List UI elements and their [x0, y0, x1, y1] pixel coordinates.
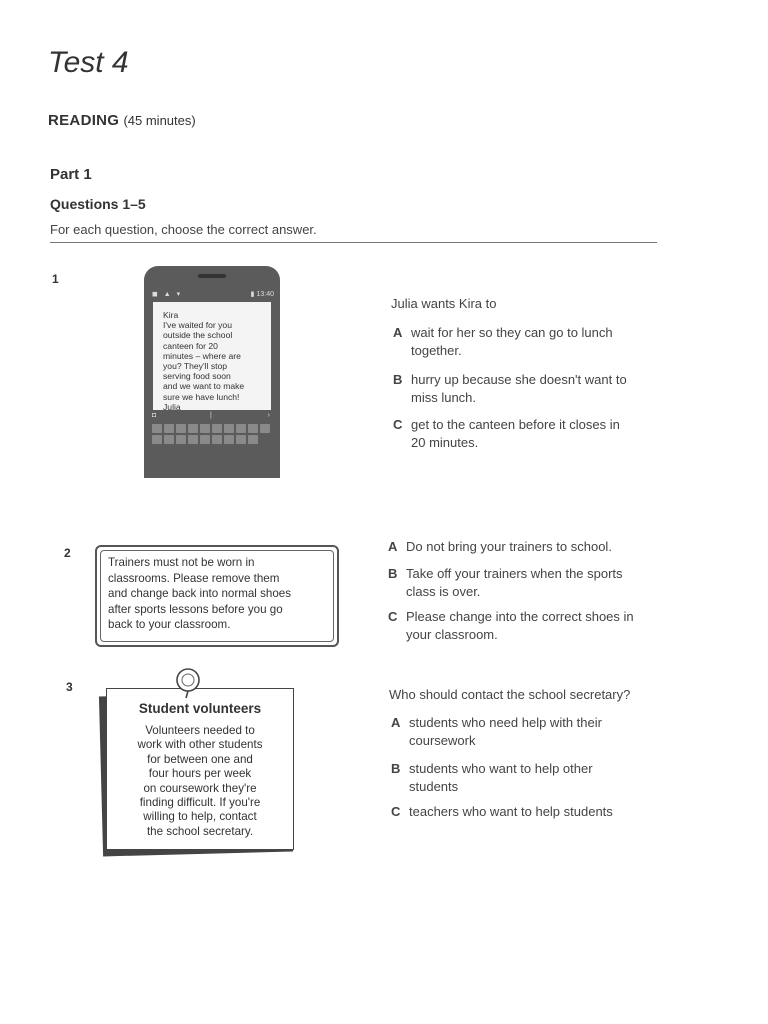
pushpin-icon: [172, 666, 206, 700]
keyboard-row: [152, 424, 274, 433]
message-line: outside the school: [163, 330, 233, 341]
option-letter: C: [393, 417, 403, 432]
option-text: students who want to help other: [409, 761, 593, 776]
option-letter: B: [393, 372, 403, 387]
phone-status-bar: [150, 290, 274, 300]
notice-line: after sports lessons before you go: [108, 602, 283, 616]
poster-line: the school secretary.: [146, 824, 254, 838]
option-letter: B: [388, 566, 398, 581]
notice-text: [108, 555, 324, 633]
question-number-3: 3: [66, 680, 73, 694]
option-letter: B: [391, 761, 401, 776]
option-text: teachers who want to help students: [409, 804, 613, 819]
pinned-poster: [106, 688, 294, 850]
option-text: class is over.: [406, 584, 481, 599]
poster-line: for between one and: [147, 752, 253, 766]
poster-line: work with other students: [137, 738, 263, 752]
notice-line: Trainers must not be worn in: [108, 556, 255, 569]
message-line: canteen for 20: [163, 340, 218, 351]
phone-illustration: [144, 266, 280, 478]
notice-line: classrooms. Please remove them: [108, 571, 280, 585]
section-name: READING: [48, 112, 120, 129]
option-text: coursework: [409, 733, 476, 748]
option-text: your classroom.: [406, 627, 498, 642]
chevron-right-icon: ›: [267, 412, 270, 419]
instruction-text: For each question, choose the correct answer.: [50, 222, 317, 237]
option-letter: C: [391, 804, 401, 819]
message-line: minutes – where are: [163, 350, 241, 361]
phone-screen: [153, 302, 271, 410]
option-c[interactable]: [388, 608, 634, 644]
part-heading: Part 1: [50, 166, 92, 183]
phone-earpiece: [198, 274, 226, 278]
poster-line: four hours per week: [148, 767, 252, 781]
poster-title: Student volunteers: [138, 701, 262, 716]
poster-line: Volunteers needed to: [145, 724, 255, 737]
questions-heading: Questions 1–5: [50, 196, 146, 212]
notice-line: and change back into normal shoes: [108, 587, 292, 601]
status-icons: ◼ ▲ ▾: [152, 291, 183, 298]
option-text: students: [409, 779, 459, 794]
option-letter: A: [393, 325, 403, 340]
option-a[interactable]: [388, 538, 612, 556]
cursor-icon: |: [210, 412, 212, 419]
message-line: and we want to make: [163, 381, 245, 392]
page-title: Test 4: [48, 46, 129, 79]
option-b[interactable]: [388, 565, 623, 601]
section-duration: (45 minutes): [123, 113, 196, 128]
keyboard-row: [152, 435, 274, 444]
option-text: Please change into the correct shoes in: [406, 609, 634, 624]
camera-icon: ◘: [152, 412, 157, 419]
option-a[interactable]: [393, 324, 613, 360]
option-text: Do not bring your trainers to school.: [406, 539, 612, 554]
question-number-2: 2: [64, 546, 71, 560]
option-text: students who need help with their: [409, 715, 602, 730]
battery-icon: ▮: [250, 291, 255, 298]
poster-line: finding difficult. If you're: [139, 796, 261, 810]
poster-line: willing to help, contact: [143, 810, 257, 824]
poster-line: on coursework they're: [143, 781, 257, 795]
option-c[interactable]: [391, 803, 613, 821]
option-b[interactable]: [393, 371, 627, 407]
message-line: serving food soon: [163, 371, 231, 382]
message-line: you? They'll stop: [163, 361, 228, 372]
option-letter: C: [388, 609, 398, 624]
phone-time: 13:40: [256, 291, 274, 298]
option-text: wait for her so they can go to lunch: [411, 325, 613, 340]
phone-keyboard: [152, 424, 274, 446]
question-number-1: 1: [52, 272, 59, 286]
option-a[interactable]: [391, 714, 602, 750]
message-line: Julia: [163, 401, 181, 412]
phone-nav-bar: [150, 412, 274, 421]
notice-sign: [95, 545, 339, 647]
option-letter: A: [391, 715, 401, 730]
option-text: miss lunch.: [411, 390, 477, 405]
text-message: [163, 310, 267, 412]
option-text: hurry up because she doesn't want to: [411, 372, 627, 387]
notice-line: back to your classroom.: [108, 618, 231, 632]
divider: [50, 242, 657, 243]
message-line: Kira: [163, 310, 179, 320]
message-line: sure we have lunch!: [163, 391, 240, 402]
option-letter: A: [388, 539, 398, 554]
option-b[interactable]: [391, 760, 593, 796]
option-text: together.: [411, 343, 462, 358]
option-text: get to the canteen before it closes in: [411, 417, 620, 432]
option-c[interactable]: [393, 416, 620, 452]
option-text: 20 minutes.: [411, 435, 479, 450]
option-text: Take off your trainers when the sports: [406, 566, 623, 581]
message-line: I've waited for you: [163, 320, 232, 331]
question-3-text: Who should contact the school secretary?: [389, 687, 631, 702]
poster-body: [115, 724, 285, 839]
question-1-text: Julia wants Kira to: [391, 296, 497, 311]
section-heading: [48, 112, 196, 129]
